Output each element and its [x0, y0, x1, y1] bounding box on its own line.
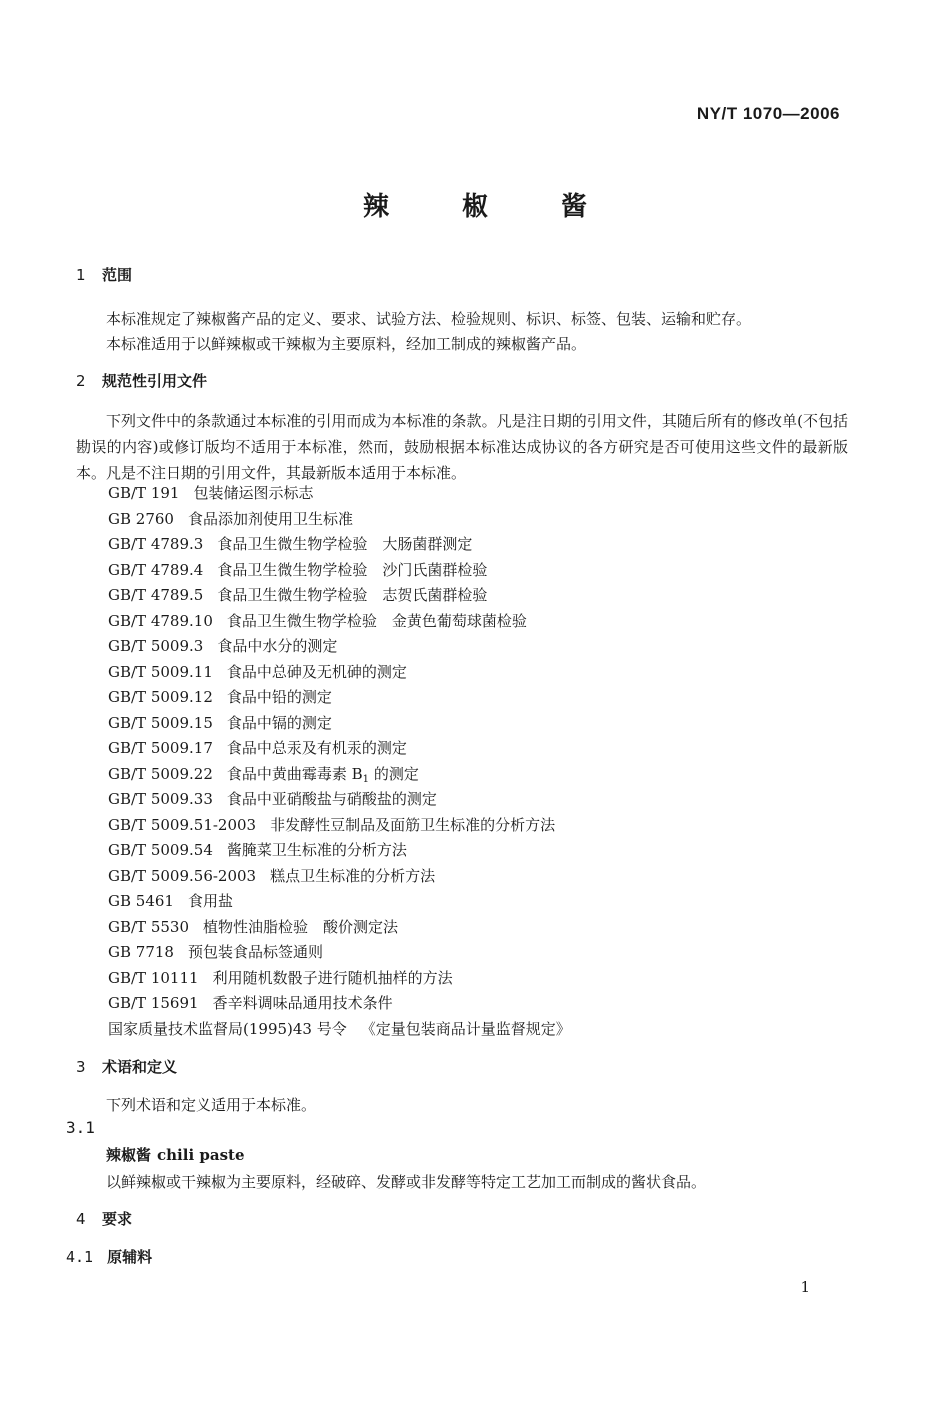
reference-item [108, 838, 571, 864]
reference-item [108, 507, 571, 533]
reference-code: GB/T 10111 [108, 968, 199, 987]
reference-code: GB/T 5009.17 [108, 739, 213, 757]
term-definition: 以鲜辣椒或干辣椒为主要原料，经破碎、发酵或非发酵等特定工艺加工而制成的酱状食品。 [106, 1173, 707, 1191]
standard-code: NY/T 1070—2006 [696, 104, 840, 123]
term-english: chili paste [157, 1146, 245, 1164]
reference-title: 酱腌菜卫生标准的分析方法 [226, 841, 407, 859]
reference-code: GB/T 5009.11 [108, 662, 213, 681]
section-number: 1 [76, 266, 86, 284]
reference-title: 食品中黄曲霉毒素 B [226, 764, 363, 783]
reference-item [108, 966, 571, 992]
reference-title: 食品中铅的测定 [226, 688, 332, 706]
reference-item [108, 991, 571, 1017]
reference-code: GB/T 5530 [108, 917, 190, 936]
reference-item [108, 864, 571, 890]
reference-title: 利用随机数骰子进行随机抽样的方法 [212, 968, 453, 987]
term-heading [106, 1144, 245, 1165]
scope-paragraph-1: 本标准规定了辣椒酱产品的定义、要求、试验方法、检验规则、标识、标签、包装、运输和贮存。 [106, 310, 752, 328]
reference-code: GB/T 5009.15 [108, 713, 213, 732]
reference-title: 食品添加剂使用卫生标准 [187, 509, 353, 528]
reference-code: GB/T 4789.5 [108, 586, 204, 604]
section-title: 规范性引用文件 [102, 372, 208, 390]
reference-code: GB/T 5009.56-2003 [108, 866, 257, 885]
reference-title: 食品卫生微生物学检验 金黄色葡萄球菌检验 [226, 611, 527, 630]
reference-item [108, 660, 571, 686]
section-title: 术语和定义 [102, 1058, 178, 1076]
reference-item [108, 583, 571, 609]
reference-item [108, 813, 571, 839]
reference-item [108, 634, 571, 660]
reference-code: GB 7718 [108, 943, 174, 961]
document-title: 辣 椒 酱 [362, 192, 620, 222]
section-heading-terms [76, 1056, 177, 1077]
section-title: 范围 [102, 266, 133, 284]
section-number: 3 [76, 1058, 86, 1076]
reference-item [108, 915, 571, 941]
term-chinese: 辣椒酱 [106, 1146, 152, 1164]
reference-code: GB/T 5009.22 [108, 764, 213, 783]
reference-item [108, 685, 571, 711]
reference-item [108, 558, 571, 584]
section-number: 2 [76, 372, 86, 390]
terms-intro: 下列术语和定义适用于本标准。 [106, 1096, 317, 1114]
reference-title: 植物性油脂检验 酸价测定法 [203, 917, 399, 936]
section-title: 要求 [102, 1210, 133, 1228]
reference-item [108, 940, 571, 966]
scope-paragraph-2: 本标准适用于以鲜辣椒或干辣椒为主要原料，经加工制成的辣椒酱产品。 [106, 335, 587, 353]
term-number: 3.1 [66, 1118, 95, 1137]
reference-item [108, 889, 571, 915]
reference-code: GB/T 4789.10 [108, 611, 213, 630]
reference-item [108, 711, 571, 737]
reference-title: 糕点卫生标准的分析方法 [270, 866, 436, 885]
page-number: 1 [800, 1278, 810, 1296]
reference-title: 食品中镉的测定 [226, 713, 332, 732]
reference-item [108, 736, 571, 762]
reference-code: GB/T 15691 [108, 994, 199, 1012]
reference-title: 食品卫生微生物学检验 大肠菌群测定 [217, 535, 473, 553]
section-heading-requirements [76, 1208, 132, 1229]
reference-code: 国家质量技术监督局(1995)43 号令 [108, 1019, 347, 1038]
reference-code: GB/T 5009.51-2003 [108, 815, 257, 834]
reference-code: GB/T 4789.3 [108, 535, 204, 553]
reference-title: 食品中水分的测定 [217, 637, 338, 655]
reference-code: GB/T 191 [108, 484, 180, 502]
reference-list [108, 481, 571, 1042]
reference-item [108, 609, 571, 635]
reference-title: 包装储运图示标志 [193, 484, 314, 502]
reference-title: 食品卫生微生物学检验 志贺氏菌群检验 [217, 586, 488, 604]
reference-code: GB 5461 [108, 892, 174, 910]
reference-code: GB 2760 [108, 509, 174, 528]
reference-code: GB/T 4789.4 [108, 560, 204, 579]
reference-title-suffix: 的测定 [369, 764, 419, 783]
subsection-heading-raw-materials [66, 1246, 152, 1267]
subsection-number: 4.1 [66, 1248, 94, 1266]
reference-code: GB/T 5009.54 [108, 841, 213, 859]
reference-title: 食品中总汞及有机汞的测定 [226, 739, 407, 757]
reference-code: GB/T 5009.12 [108, 688, 213, 706]
reference-code: GB/T 5009.3 [108, 637, 204, 655]
normative-intro: 下列文件中的条款通过本标准的引用而成为本标准的条款。凡是注日期的引用文件，其随后所有的修改单(不包括勘误的内容)或修订版均不适用于本标准，然而，鼓励根据本标准达成协议的各方研究是否可使用这些文件的最新版本。凡是不注日期的引用文件，其最新版本适用于本标准。 [76, 412, 848, 482]
section-heading-normative [76, 370, 207, 391]
section-number: 4 [76, 1210, 86, 1228]
reference-item [108, 532, 571, 558]
reference-code: GB/T 5009.33 [108, 790, 213, 808]
reference-title: 食品中总砷及无机砷的测定 [226, 662, 407, 681]
reference-subscript: 1 [362, 773, 370, 785]
reference-item [108, 1017, 571, 1043]
reference-title: 预包装食品标签通则 [187, 943, 323, 961]
reference-title: 食品卫生微生物学检验 沙门氏菌群检验 [217, 560, 488, 579]
subsection-title: 原辅料 [107, 1248, 153, 1266]
reference-item [108, 787, 571, 813]
reference-title: 非发酵性豆制品及面筋卫生标准的分析方法 [270, 815, 556, 834]
reference-title: 食品中亚硝酸盐与硝酸盐的测定 [226, 790, 437, 808]
reference-title: 食用盐 [187, 892, 233, 910]
reference-title: 香辛料调味品通用技术条件 [212, 994, 393, 1012]
reference-item [108, 762, 571, 788]
section-heading-scope [76, 264, 132, 285]
reference-item [108, 481, 571, 507]
reference-title: 《定量包装商品计量监督规定》 [360, 1019, 571, 1038]
